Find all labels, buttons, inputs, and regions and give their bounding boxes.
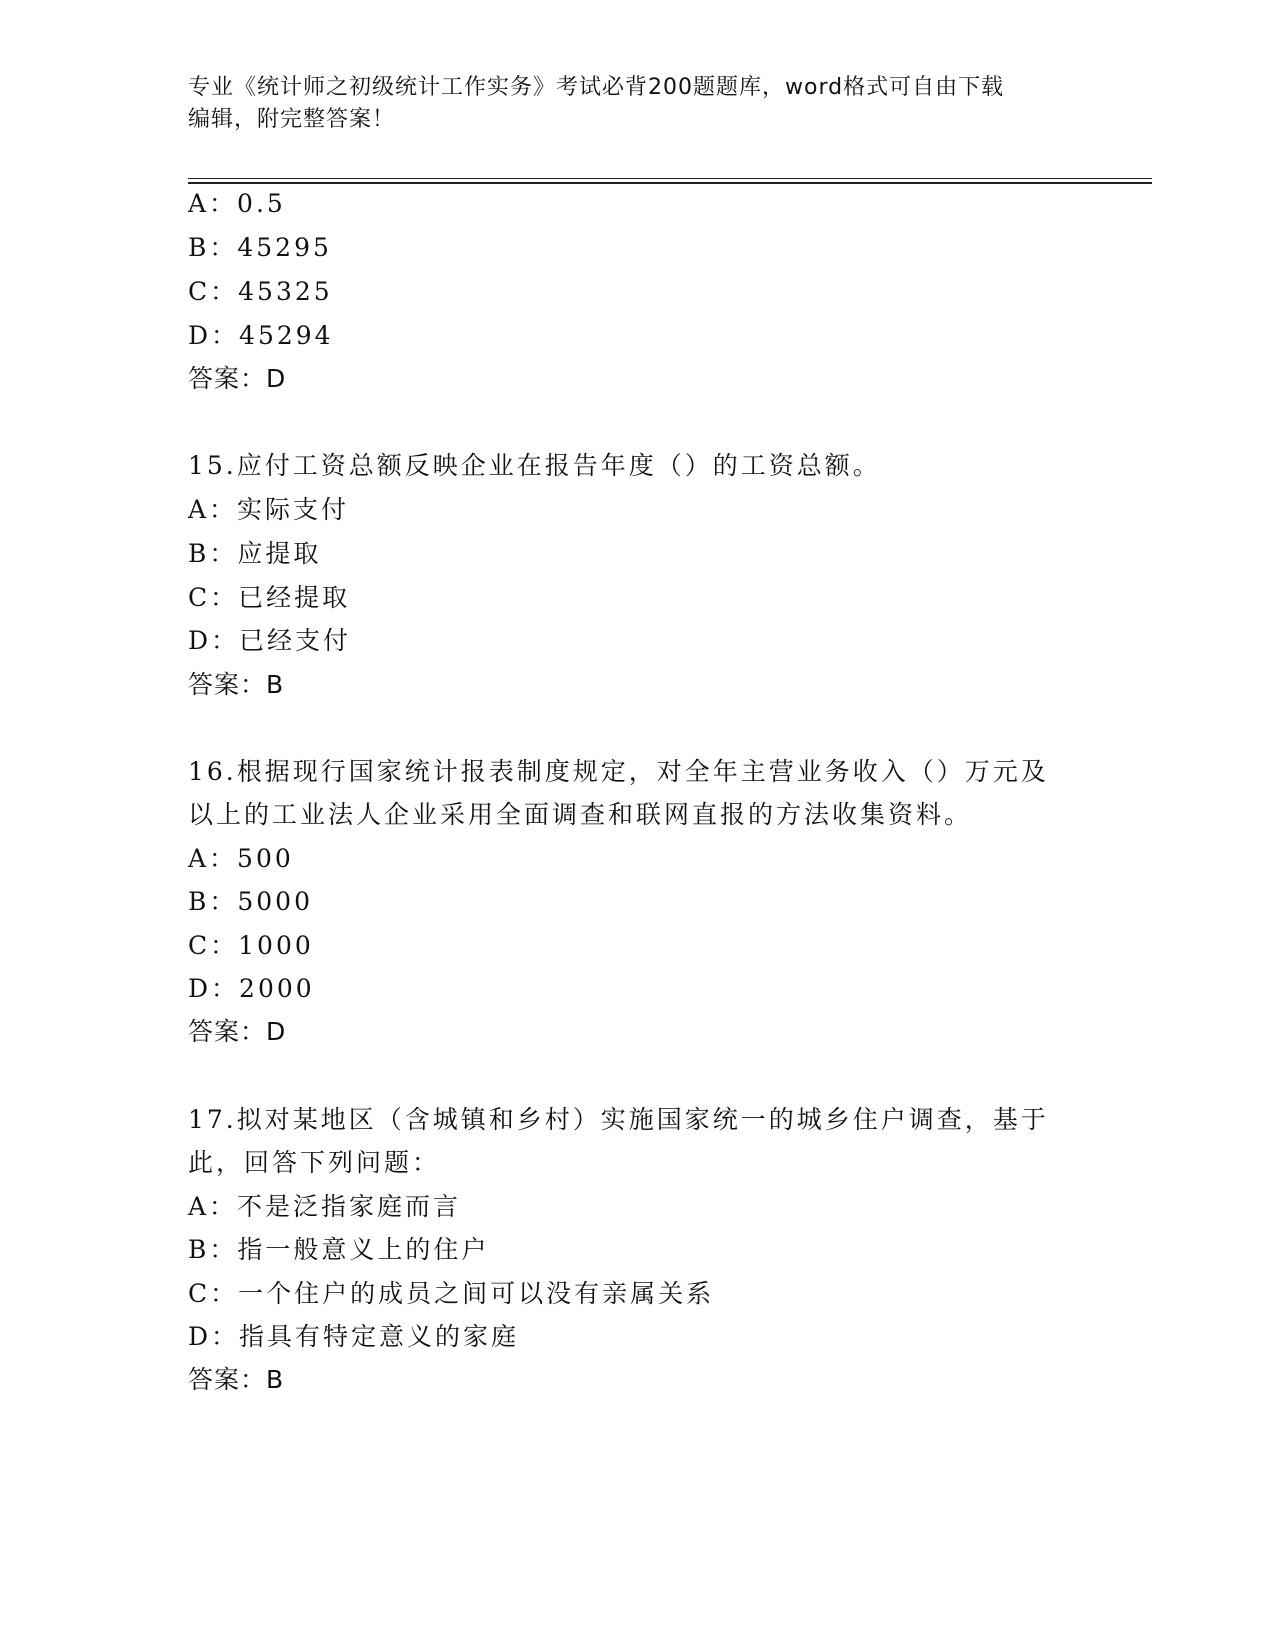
q17-stem-line-1: 17.拟对某地区（含城镇和乡村）实施国家统一的城乡住户调查，基于 [188,1105,1049,1134]
q16-stem-line-2: 以上的工业法人企业采用全面调查和联网直报的方法收集资料。 [188,800,973,829]
q17-option-d: D：指具有特定意义的家庭 [188,1322,520,1351]
q14-option-c: C：45325 [188,277,333,306]
q16-option-a: A：500 [188,844,294,873]
q14-option-a: A：0.5 [188,189,286,218]
q15-option-b: B：应提取 [188,539,322,568]
document-header [188,72,1068,136]
q14-option-d: D：45294 [188,321,334,350]
q17-option-a: A：不是泛指家庭而言 [188,1192,462,1221]
q15-stem-line-1: 15.应付工资总额反映企业在报告年度（）的工资总额。 [188,451,881,480]
q16-answer: 答案：D [188,1017,287,1046]
q14-option-b: B：45295 [188,233,332,262]
q17-stem-line-2: 此，回答下列问题： [188,1148,441,1177]
q15-option-c: C：已经提取 [188,583,351,612]
q15-option-d: D：已经支付 [188,626,352,655]
q15-answer: 答案：B [188,670,285,699]
header-line-2: 编辑，附完整答案！ [188,107,396,132]
q14-answer: 答案：D [188,364,287,393]
q16-stem-line-1: 16.根据现行国家统计报表制度规定，对全年主营业务收入（）万元及 [188,757,1049,786]
q15-option-a: A：实际支付 [188,495,350,524]
q17-option-b: B：指一般意义上的住户 [188,1235,490,1264]
q16-option-b: B：5000 [188,887,313,916]
q17-answer: 答案：B [188,1365,285,1394]
q16-option-c: C：1000 [188,931,314,960]
header-divider-thick [188,182,1152,184]
q17-option-c: C：一个住户的成员之间可以没有亲属关系 [188,1279,715,1308]
q16-option-d: D：2000 [188,974,315,1003]
header-line-1: 专业《统计师之初级统计工作实务》考试必背200题题库，word格式可自由下载 [188,75,1005,100]
header-divider-thin [188,178,1152,179]
